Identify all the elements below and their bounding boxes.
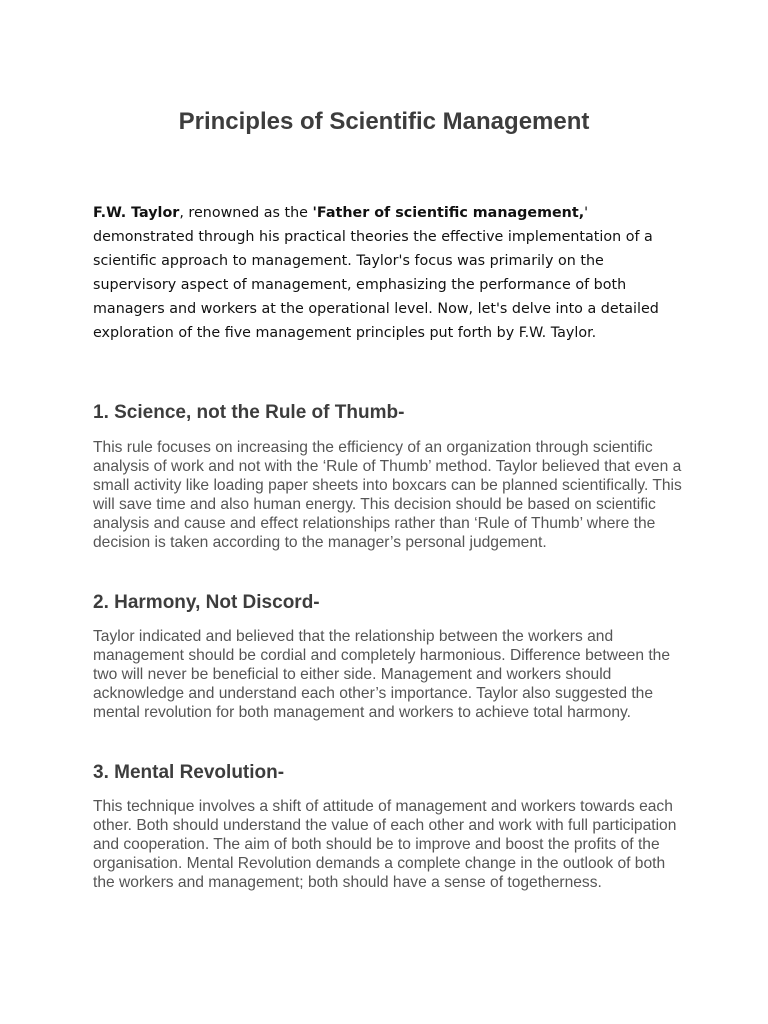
intro-text-1: , renowned as the <box>179 205 313 221</box>
intro-author: F.W. Taylor <box>93 205 180 221</box>
section-heading-2: 2. Harmony, Not Discord- <box>93 592 320 613</box>
intro-text-2: ' demonstrated through his practical theories the effective implementation of a scientific approach to management. Taylor's focus was primarily on the supervisory aspect of management, emphasizing the performance of both managers and workers at the operational level. Now, let's delve into a detailed exploration of the five management principles put forth by F.W. Taylor. <box>93 205 659 341</box>
intro-epithet: 'Father of scientific management, <box>312 205 585 221</box>
section-body-1: This rule focuses on increasing the efficiency of an organization through scientific analysis of work and not with the ‘Rule of Thumb’ method. Taylor believed that even a small activity like loading paper sheets into boxcars can be planned scientifically. This will save time and also human energy. This decision should be based on scientific analysis and cause and effect relationships rather than ‘Rule of Thumb’ where the decision is taken according to the manager’s personal judgement. <box>93 439 682 551</box>
page-title: Principles of Scientific Management <box>178 108 590 135</box>
section-body-3: This technique involves a shift of attitude of management and workers towards each other. Both should understand the value of each other and work with full participation and cooperation. The aim of both should be to improve and boost the profits of the organisation. Mental Revolution demands a complete change in the outlook of both the workers and management; both should have a sense of togetherness. <box>93 798 677 891</box>
section-heading-1: 1. Science, not the Rule of Thumb- <box>93 402 405 423</box>
section-body-2: Taylor indicated and believed that the relationship between the workers and management should be cordial and completely harmonious. Difference between the two will never be beneficial to either side. Management and workers should acknowledge and understand each other’s importance. Taylor also suggested the mental revolution for both management and workers to achieve total harmony. <box>93 628 671 721</box>
intro-paragraph <box>93 201 678 345</box>
section-heading-3: 3. Mental Revolution- <box>93 762 285 783</box>
